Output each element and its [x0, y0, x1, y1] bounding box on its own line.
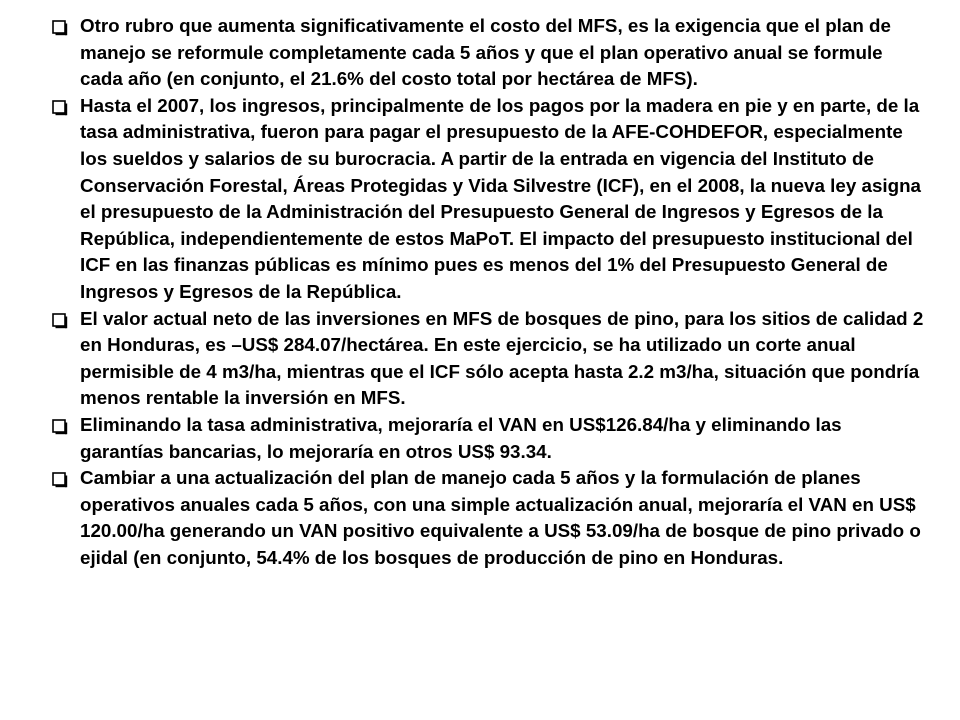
bullet-item	[50, 13, 930, 93]
bullet-item	[50, 93, 930, 306]
bullet-item	[50, 465, 930, 571]
bullet-text: Cambiar a una actualización del plan de manejo cada 5 años y la formulación de planes operativos anuales cada 5 años, con una simple actualización anual, mejoraría el VAN en US$ 120.00/ha generando un VAN positivo equivalente a US$ 53.09/ha de bosque de pino privado o ejidal (en conjunto, 54.4% de los bosques de producción de pino en Honduras.	[80, 467, 921, 568]
checkbox-square-icon	[52, 100, 68, 116]
checkbox-square-icon	[52, 472, 68, 488]
checkbox-square-icon	[52, 313, 68, 329]
bullet-item	[50, 412, 930, 465]
checkbox-square-icon	[52, 419, 68, 435]
bullet-text: El valor actual neto de las inversiones en MFS de bosques de pino, para los sitios de calidad 2 en Honduras, es –US$ 284.07/hectárea. En este ejercicio, se ha utilizado un corte anual permisible de 4 m3/ha, mientras que el ICF sólo acepta hasta 2.2 m3/ha, situación que pondría menos rentable la inversión en MFS.	[80, 307, 924, 409]
bullet-item	[50, 306, 930, 412]
bullet-text: Hasta el 2007, los ingresos, principalmente de los pagos por la madera en pie y en parte, de la tasa administrativa, fueron para pagar el presupuesto de la AFE-COHDEFOR, especialmente los sueldos y salarios de su burocracia. A partir de la entrada en vigencia del Instituto de Conservación Forestal, Áreas Protegidas y Vida Silvestre (ICF), en el 2008, la nueva ley asigna el presupuesto de la Administración del Presupuesto General de Ingresos y Egresos de la República, independientemente de estos MaPoT. El impacto del presupuesto institucional del ICF en las finanzas públicas es mínimo pues es menos del 1% del Presupuesto General de Ingresos y Egresos de la República.	[80, 94, 921, 302]
bullet-text: Eliminando la tasa administrativa, mejoraría el VAN en US$126.84/ha y eliminando las garantías bancarias, lo mejoraría en otros US$ 93.34.	[80, 413, 842, 462]
bullet-list	[50, 13, 930, 571]
bullet-text: Otro rubro que aumenta significativamente el costo del MFS, es la exigencia que el plan de manejo se reformule completamente cada 5 años y que el plan operativo anual se formule cada año (en conjunto, el 21.6% del costo total por hectárea de MFS).	[80, 15, 891, 90]
checkbox-square-icon	[52, 20, 68, 36]
